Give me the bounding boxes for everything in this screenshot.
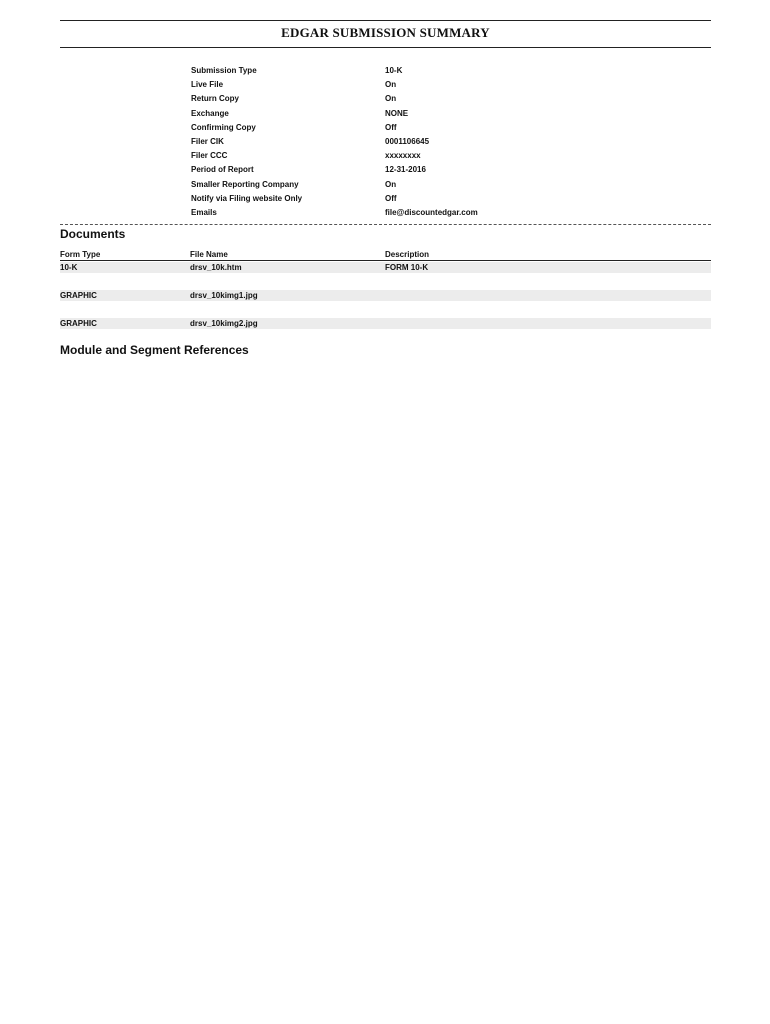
summary-value: file@discountedgar.com xyxy=(385,207,478,217)
top-rule xyxy=(60,20,711,21)
summary-value: Off xyxy=(385,122,397,132)
summary-row-notify-via-filing-website xyxy=(191,192,631,206)
summary-row-period-of-report xyxy=(191,163,631,177)
column-header-description: Description xyxy=(385,250,430,259)
summary-value: Off xyxy=(385,193,397,203)
summary-label: Smaller Reporting Company xyxy=(191,179,299,189)
file-name-cell: drsv_10kimg2.jpg xyxy=(190,319,258,328)
documents-table-header xyxy=(60,249,711,261)
summary-label: Emails xyxy=(191,207,217,217)
summary-label: Return Copy xyxy=(191,94,239,104)
column-header-file-name: File Name xyxy=(190,250,228,259)
documents-heading: Documents xyxy=(60,227,126,241)
description-cell: FORM 10-K xyxy=(385,263,429,272)
summary-label: Confirming Copy xyxy=(191,122,256,132)
summary-row-live-file xyxy=(191,78,631,92)
summary-value: On xyxy=(385,94,397,104)
module-segment-references-heading: Module and Segment References xyxy=(60,343,249,357)
table-row xyxy=(60,262,711,273)
file-name-cell: drsv_10k.htm xyxy=(190,263,242,272)
summary-label: Notify via Filing website Only xyxy=(191,193,303,203)
summary-value: 12-31-2016 xyxy=(385,165,426,175)
summary-value: 10-K xyxy=(385,66,403,75)
section-divider xyxy=(60,224,711,225)
summary-row-filer-cik xyxy=(191,135,631,149)
summary-row-emails xyxy=(191,206,631,220)
summary-value: NONE xyxy=(385,108,409,118)
summary-row-exchange xyxy=(191,107,631,121)
documents-table xyxy=(60,249,711,329)
summary-label: Exchange xyxy=(191,108,229,118)
submission-summary xyxy=(191,64,631,220)
summary-label: Period of Report xyxy=(191,165,254,175)
form-type-cell: 10-K xyxy=(60,263,78,272)
summary-value: xxxxxxxx xyxy=(385,151,421,161)
summary-row-submission-type xyxy=(191,64,631,78)
column-header-form-type: Form Type xyxy=(60,250,101,259)
summary-row-filer-ccc xyxy=(191,149,631,163)
summary-label: Submission Type xyxy=(191,66,257,75)
summary-label: Live File xyxy=(191,80,224,90)
summary-row-smaller-reporting-company xyxy=(191,178,631,192)
file-name-cell: drsv_10kimg1.jpg xyxy=(190,291,258,300)
summary-label: Filer CIK xyxy=(191,136,224,146)
title-rule xyxy=(60,47,711,48)
form-type-cell: GRAPHIC xyxy=(60,291,97,300)
summary-value: On xyxy=(385,80,397,90)
summary-value: On xyxy=(385,179,397,189)
summary-row-return-copy xyxy=(191,92,631,106)
table-row xyxy=(60,290,711,301)
summary-value: 0001106645 xyxy=(385,136,430,146)
summary-label: Filer CCC xyxy=(191,151,228,161)
summary-row-confirming-copy xyxy=(191,121,631,135)
table-row xyxy=(60,318,711,329)
form-type-cell: GRAPHIC xyxy=(60,319,97,328)
page-title: EDGAR SUBMISSION SUMMARY xyxy=(281,25,490,40)
